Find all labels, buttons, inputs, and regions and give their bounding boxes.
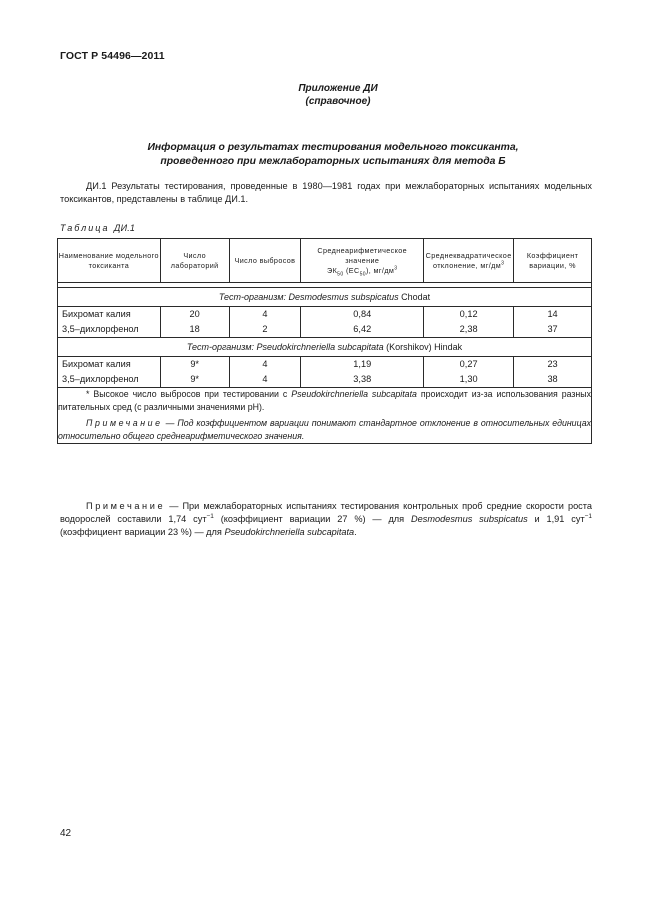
cell-mean: 1,19 3,38 — [301, 357, 424, 388]
cell-outliers: 4 2 — [229, 307, 301, 338]
cell-name: Бихромат калия 3,5–дихлорфенол — [58, 307, 161, 338]
table-caption-word: Таблица — [60, 223, 110, 233]
heading-line-1: Информация о результатах тестирования модельного токсиканта, — [147, 142, 519, 153]
cell-labs: 20 18 — [160, 307, 229, 338]
cell-name: Бихромат калия 3,5–дихлорфенол — [58, 357, 161, 388]
intro-text: ДИ.1 Результаты тестирования, проведенные в 1980—1981 годах при межлабораторных испытаниях модельных токсикантов, представлены в таблице ДИ.1. — [60, 181, 592, 204]
header-outliers: Число выбросов — [229, 239, 301, 283]
results-table — [57, 238, 592, 444]
bottom-note-label: Примечание — [86, 501, 166, 511]
appendix-name: Приложение ДИ — [298, 83, 378, 94]
table-caption — [60, 223, 135, 233]
group-heading-1: Тест-организм: Desmodesmus subspicatus Chodat — [58, 288, 592, 307]
page-number: 42 — [60, 828, 72, 839]
header-mean: Среднеарифметическое значение $ЭК_{50}$ $(ЕС_{50})$, $мг/дм^3$ — [301, 239, 424, 283]
bottom-note: Примечание — При межлабораторных испытаниях тестирования контрольных проб средние скорости роста водорослей составили 1,74 сут$^{-1}$ (коэффициент вариации 27 %) — для Desmodesmus subspicatus и 1,91 сут$^{-1}$ (коэффициент вариации 23 %) — для Pseudokirchneriella subcapitata. — [60, 501, 592, 537]
table-note: Примечание — Под коэффициентом вариации понимают стандартное отклонение в относительных единицах относительно общего среднеарифметического значения. — [58, 418, 591, 441]
table-header-row — [58, 239, 592, 283]
cell-cv: 23 38 — [514, 357, 592, 388]
header-labs: Число лабораторий — [160, 239, 229, 283]
appendix-type: (справочное) — [305, 96, 371, 107]
table-caption-number: ДИ.1 — [114, 223, 136, 233]
table-footnote-row — [58, 388, 592, 444]
standard-code: ГОСТ Р 54496—2011 — [60, 50, 165, 62]
header-mean-text: Среднеарифметическое значение — [317, 245, 408, 265]
cell-mean: 0,84 6,42 — [301, 307, 424, 338]
cell-sd: 0,27 1,30 — [424, 357, 514, 388]
heading-line-2: проведенного при межлабораторных испытаниях для метода Б — [160, 156, 506, 167]
header-sd: Среднеквадратическое отклонение, $мг/дм^3$ — [424, 239, 514, 283]
section-heading — [0, 141, 646, 169]
cell-sd: 0,12 2,38 — [424, 307, 514, 338]
intro-paragraph — [60, 180, 592, 206]
appendix-title — [0, 82, 646, 108]
cell-cv: 14 37 — [514, 307, 592, 338]
table-footnote: * Высокое число выбросов при тестировании с Pseudokirchneriella subcapitata происходит из-за использования разных питательных сред (с различными значениями рН). — [58, 389, 591, 412]
cell-labs: 9* 9* — [160, 357, 229, 388]
cell-outliers: 4 4 — [229, 357, 301, 388]
group-2-rows — [58, 357, 592, 388]
header-name: Наименование модельного токсиканта — [58, 239, 161, 283]
group-heading-2: Тест-организм: Pseudokirchneriella subcapitata (Korshikov) Hindak — [58, 338, 592, 357]
group-1-rows — [58, 307, 592, 338]
header-cv: Коэффициент вариации, % — [514, 239, 592, 283]
